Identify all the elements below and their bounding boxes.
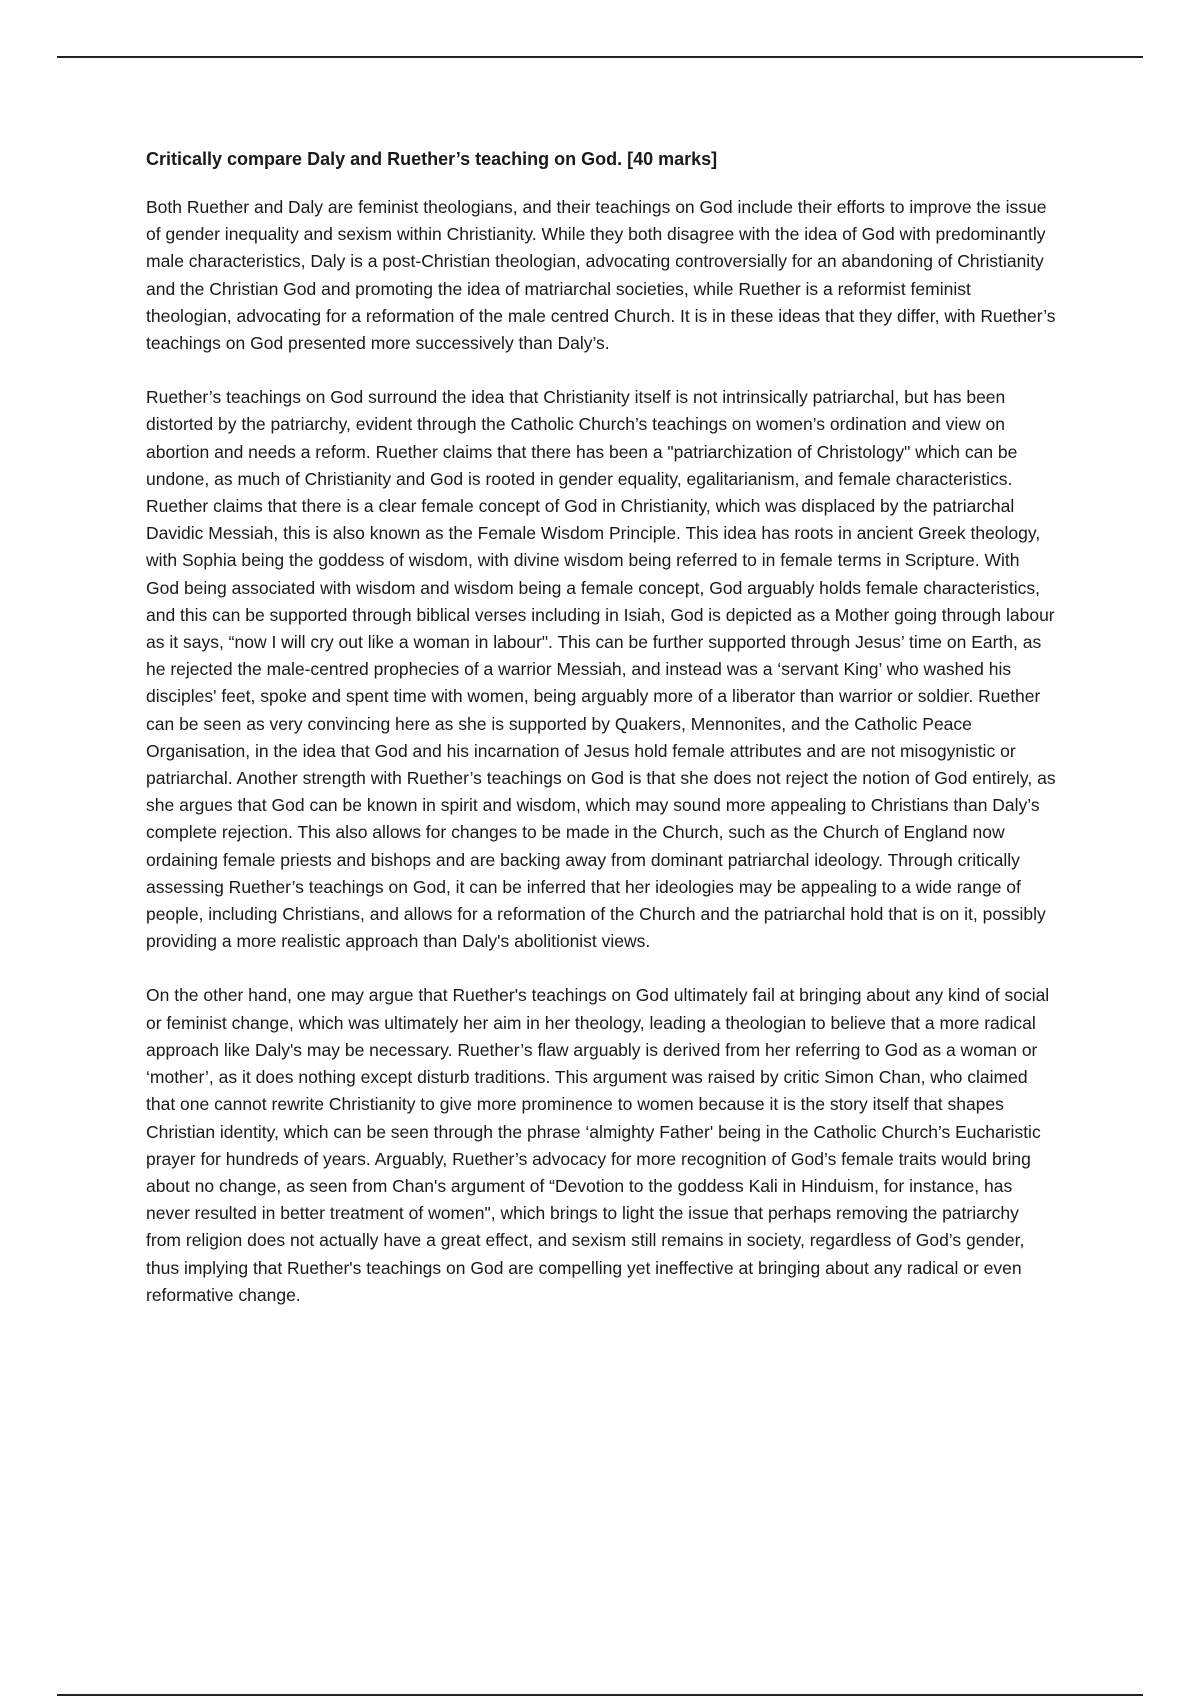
top-rule: [57, 56, 1143, 58]
paragraph-intro: Both Ruether and Daly are feminist theologians, and their teachings on God include their efforts to improve the issue of gender inequality and sexism within Christianity. While they both disagree with the idea of God with predominantly male characteristics, Daly is a post-Christian theologian, advocating controversially for an abandoning of Christianity and the Christian God and promoting the idea of matriarchal societies, while Ruether is a reformist feminist theologian, advocating for a reformation of the male centred Church. It is in these ideas that they differ, with Ruether’s teachings on God presented more successively than Daly’s.: [146, 197, 1056, 354]
essay-title: Critically compare Daly and Ruether’s teaching on God. [40 marks]: [146, 149, 718, 169]
paragraph-ruether: Ruether’s teachings on God surround the idea that Christianity itself is not intrinsically patriarchal, but has been distorted by the patriarchy, evident through the Catholic Church’s teachings on women’s ordination and view on abortion and needs a reform. Ruether claims that there has been a "patriarchization of Christology" which can be undone, as much of Christianity and God is rooted in gender equality, egalitarianism, and female characteristics. Ruether claims that there is a clear female concept of God in Christianity, which was displaced by the patriarchal Davidic Messiah, this is also known as the Female Wisdom Principle. This idea has roots in ancient Greek theology, with Sophia being the goddess of wisdom, with divine wisdom being referred to in female terms in Scripture. With God being associated with wisdom and wisdom being a female concept, God arguably holds female characteristics, and this can be supported through biblical verses including in Isiah, God is depicted as a Mother going through labour as it says, “now I will cry out like a woman in labour". This can be further supported through Jesus’ time on Earth, as he rejected the male-centred prophecies of a warrior Messiah, and instead was a ‘servant King’ who washed his disciples' feet, spoke and spent time with women, being arguably more of a liberator than warrior or soldier. Ruether can be seen as very convincing here as she is supported by Quakers, Mennonites, and the Catholic Peace Organisation, in the idea that God and his incarnation of Jesus hold female attributes and are not misogynistic or patriarchal. Another strength with Ruether’s teachings on God is that she does not reject the notion of God entirely, as she argues that God can be known in spirit and wisdom, which may sound more appealing to Christians than Daly’s complete rejection. This also allows for changes to be made in the Church, such as the Church of England now ordaining female priests and bishops and are backing away from dominant patriarchal ideology. Through critically assessing Ruether’s teachings on God, it can be inferred that her ideologies may be appealing to a wide range of people, including Christians, and allows for a reformation of the Church and the patriarchal hold that is on it, possibly providing a more realistic approach than Daly's abolitionist views.: [146, 387, 1056, 952]
document-body: [146, 142, 1056, 1336]
bottom-rule: [57, 1694, 1143, 1696]
paragraph-counter: On the other hand, one may argue that Ruether's teachings on God ultimately fail at bringing about any kind of social or feminist change, which was ultimately her aim in her theology, leading a theologian to believe that a more radical approach like Daly's may be necessary. Ruether’s flaw arguably is derived from her referring to God as a woman or ‘mother’, as it does nothing except disturb traditions. This argument was raised by critic Simon Chan, who claimed that one cannot rewrite Christianity to give more prominence to women because it is the story itself that shapes Christian identity, which can be seen through the phrase ‘almighty Father' being in the Catholic Church’s Eucharistic prayer for hundreds of years. Arguably, Ruether’s advocacy for more recognition of God’s female traits would bring about no change, as seen from Chan's argument of “Devotion to the goddess Kali in Hinduism, for instance, has never resulted in better treatment of women", which brings to light the issue that perhaps removing the patriarchy from religion does not actually have a great effect, and sexism still remains in society, regardless of God’s gender, thus implying that Ruether's teachings on God are compelling yet ineffective at bringing about any radical or even reformative change.: [146, 985, 1050, 1305]
